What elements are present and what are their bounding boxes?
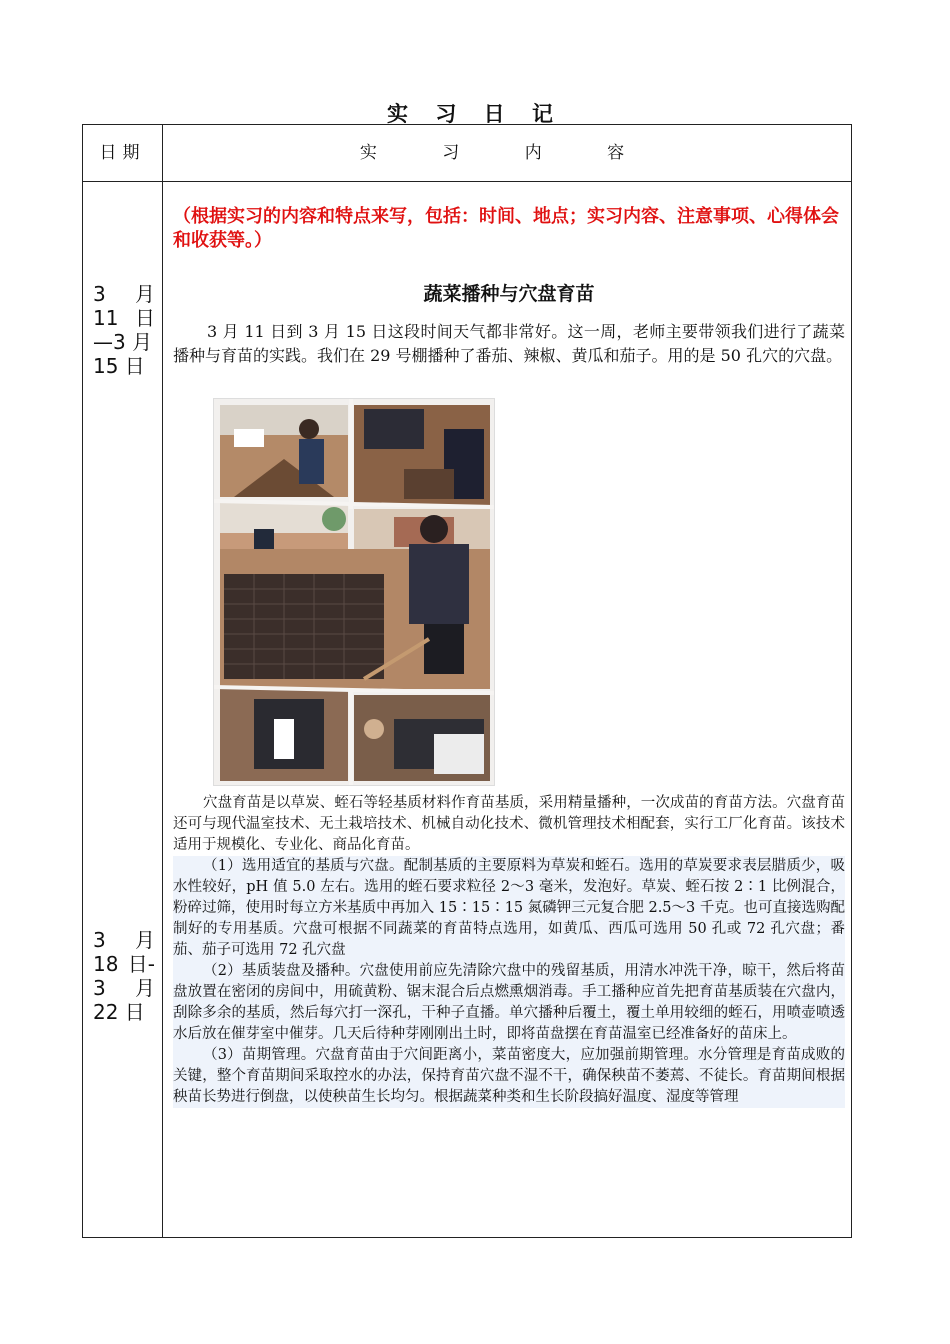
date-entry-2: 3 月 18 日- 3 月 22 日 (93, 928, 155, 1024)
page-title: 实 习 日 记 (387, 102, 563, 126)
header-date: 日期 (99, 143, 146, 163)
section-title: 蔬菜播种与穴盘育苗 (423, 283, 595, 305)
photo-collage (213, 398, 495, 786)
entry-content (173, 205, 845, 368)
paragraph-step-2: （2）基质装盘及播种。穴盘使用前应先清除穴盘中的残留基质，用清水冲洗干净，晾干，然后将苗盘放置在密闭的房间中，用硫黄粉、锯末混合后点燃熏烟消毒。手工播种应首先把育苗基质装在穴盘内，刮除多余的基质，然后每穴打一深孔，干种子直播。单穴播种后覆土，覆土单用较细的蛭石，用喷壶喷透水后放在催芽室中催芽。几天后待种芽刚刚出土时，即将苗盘摆在育苗温室已经准备好的苗床上。 (173, 961, 845, 1045)
paragraph-step-3: （3）苗期管理。穴盘育苗由于穴间距离小，菜苗密度大，应加强前期管理。水分管理是育苗成败的关键，整个育苗期间采取控水的办法，保持育苗穴盘不湿不干，确保秧苗不萎蔫、不徒长。育苗期间根据秧苗长势进行倒盘，以使秧苗生长均匀。根据蔬菜种类和生长阶段搞好温度、湿度等管理 (173, 1045, 845, 1108)
date-entry-1: 3 月 11 日 —3 月 15 日 (93, 282, 155, 378)
body-text (173, 793, 845, 1108)
header-divider (83, 181, 851, 182)
instruction-text: （根据实习的内容和特点来写，包括：时间、地点；实习内容、注意事项、心得体会和收获等。） (173, 206, 839, 251)
column-divider (162, 125, 163, 1237)
diary-table (82, 124, 852, 1238)
collage-image (214, 399, 495, 786)
paragraph-step-1: （1）选用适宜的基质与穴盘。配制基质的主要原料为草炭和蛭石。选用的草炭要求表层腊质少，吸水性较好，pH 值 5.0 左右。选用的蛭石要求粒径 2～3 毫米，发泡好。草炭、蛭石按 2∶1 比例混合，粉碎过筛，使用时每立方米基质中再加入 15∶15∶15 氮磷钾三元复合肥 2.5～3 千克。也可直接选购配制好的专用基质。穴盘可根据不同蔬菜的育苗特点选用，如黄瓜、西瓜可选用 50 孔或 72 孔穴盘；番茄、茄子可选用 72 孔穴盘 (173, 856, 845, 961)
header-content: 实 习 内 容 (359, 143, 655, 163)
intro-paragraph: 3 月 11 日到 3 月 15 日这段时间天气都非常好。这一周，老师主要带领我们进行了蔬菜播种与育苗的实践。我们在 29 号棚播种了番茄、辣椒、黄瓜和茄子。用的是 50 孔穴的穴盘。 (173, 322, 845, 365)
paragraph-overview: 穴盘育苗是以草炭、蛭石等轻基质材料作育苗基质，采用精量播种，一次成苗的育苗方法。穴盘育苗还可与现代温室技术、无土栽培技术、机械自动化技术、微机管理技术相配套，实行工厂化育苗。该技术适用于规模化、专业化、商品化育苗。 (173, 795, 845, 853)
